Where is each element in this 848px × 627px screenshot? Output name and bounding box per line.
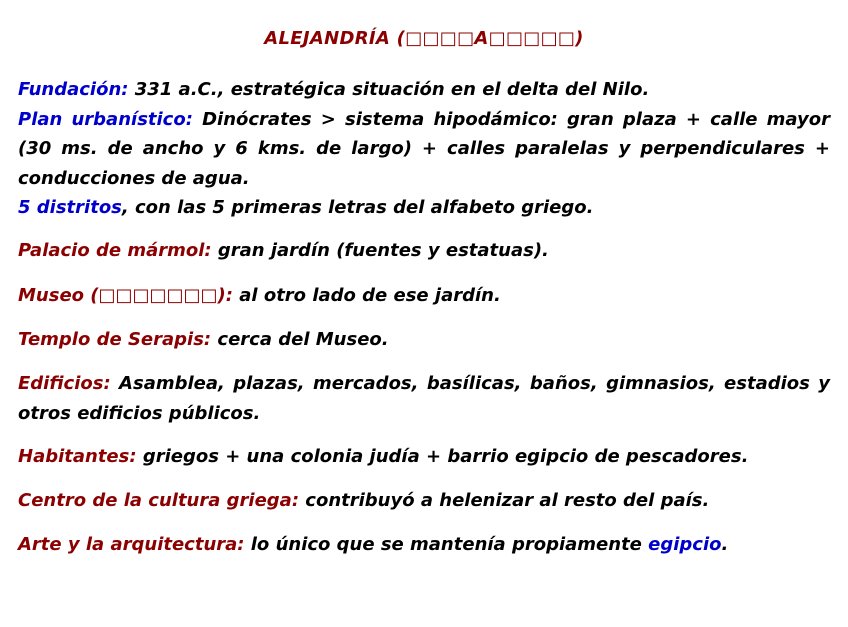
text-cultura: contribuyó a helenizar al resto del país. [299, 490, 710, 511]
text-arte-end: . [721, 534, 729, 555]
label-edificios: Edificios: [18, 373, 111, 394]
paragraph-arte [18, 530, 830, 560]
label-templo: Templo de Serapis: [18, 329, 212, 350]
text-habitantes: griegos + una colonia judía + barrio egipcio de pescadores. [136, 446, 749, 467]
paragraph-fundacion [18, 75, 830, 105]
text-distritos: , con las 5 primeras letras del alfabeto griego. [121, 197, 594, 218]
paragraph-habitantes [18, 442, 830, 472]
text-templo: cerca del Museo. [211, 329, 389, 350]
text-museo: al otro lado de ese jardín. [232, 285, 501, 306]
label-cultura: Centro de la cultura griega: [18, 490, 300, 511]
text-arte: lo único que se mantenía propiamente [244, 534, 649, 555]
text-palacio: gran jardín (fuentes y estatuas). [211, 240, 549, 261]
label-fundacion: Fundación: [18, 79, 129, 100]
label-habitantes: Habitantes: [18, 446, 137, 467]
page-title: ALEJANDRÍA (□□□□A□□□□□) [264, 28, 584, 49]
paragraph-palacio [18, 236, 830, 266]
highlight-egipcio: egipcio [648, 534, 722, 555]
paragraph-templo [18, 325, 830, 355]
text-edificios: Asamblea, plazas, mercados, basílicas, baños, gimnasios, estadios y otros edificios públicos. [18, 373, 830, 424]
paragraph-plan-urbanistico [18, 105, 830, 194]
paragraph-edificios [18, 369, 830, 428]
label-palacio: Palacio de mármol: [18, 240, 212, 261]
text-plan-urbanistico: Dinócrates > sistema hipodámico: gran plaza + calle mayor (30 ms. de ancho y 6 kms. de largo) + calles paralelas y perpendiculares + conducciones de agua. [18, 108, 830, 189]
paragraph-distritos [18, 193, 830, 223]
paragraph-cultura [18, 486, 830, 516]
text-fundacion: 331 a.C., estratégica situación en el delta del Nilo. [128, 79, 650, 100]
label-distritos: 5 distritos [18, 197, 122, 218]
label-museo: Museo (□□□□□□□): [18, 285, 233, 306]
label-arte: Arte y la arquitectura: [18, 534, 245, 555]
intro-block [18, 75, 830, 223]
paragraph-museo [18, 281, 830, 311]
label-plan-urbanistico: Plan urbanístico: [18, 108, 193, 130]
